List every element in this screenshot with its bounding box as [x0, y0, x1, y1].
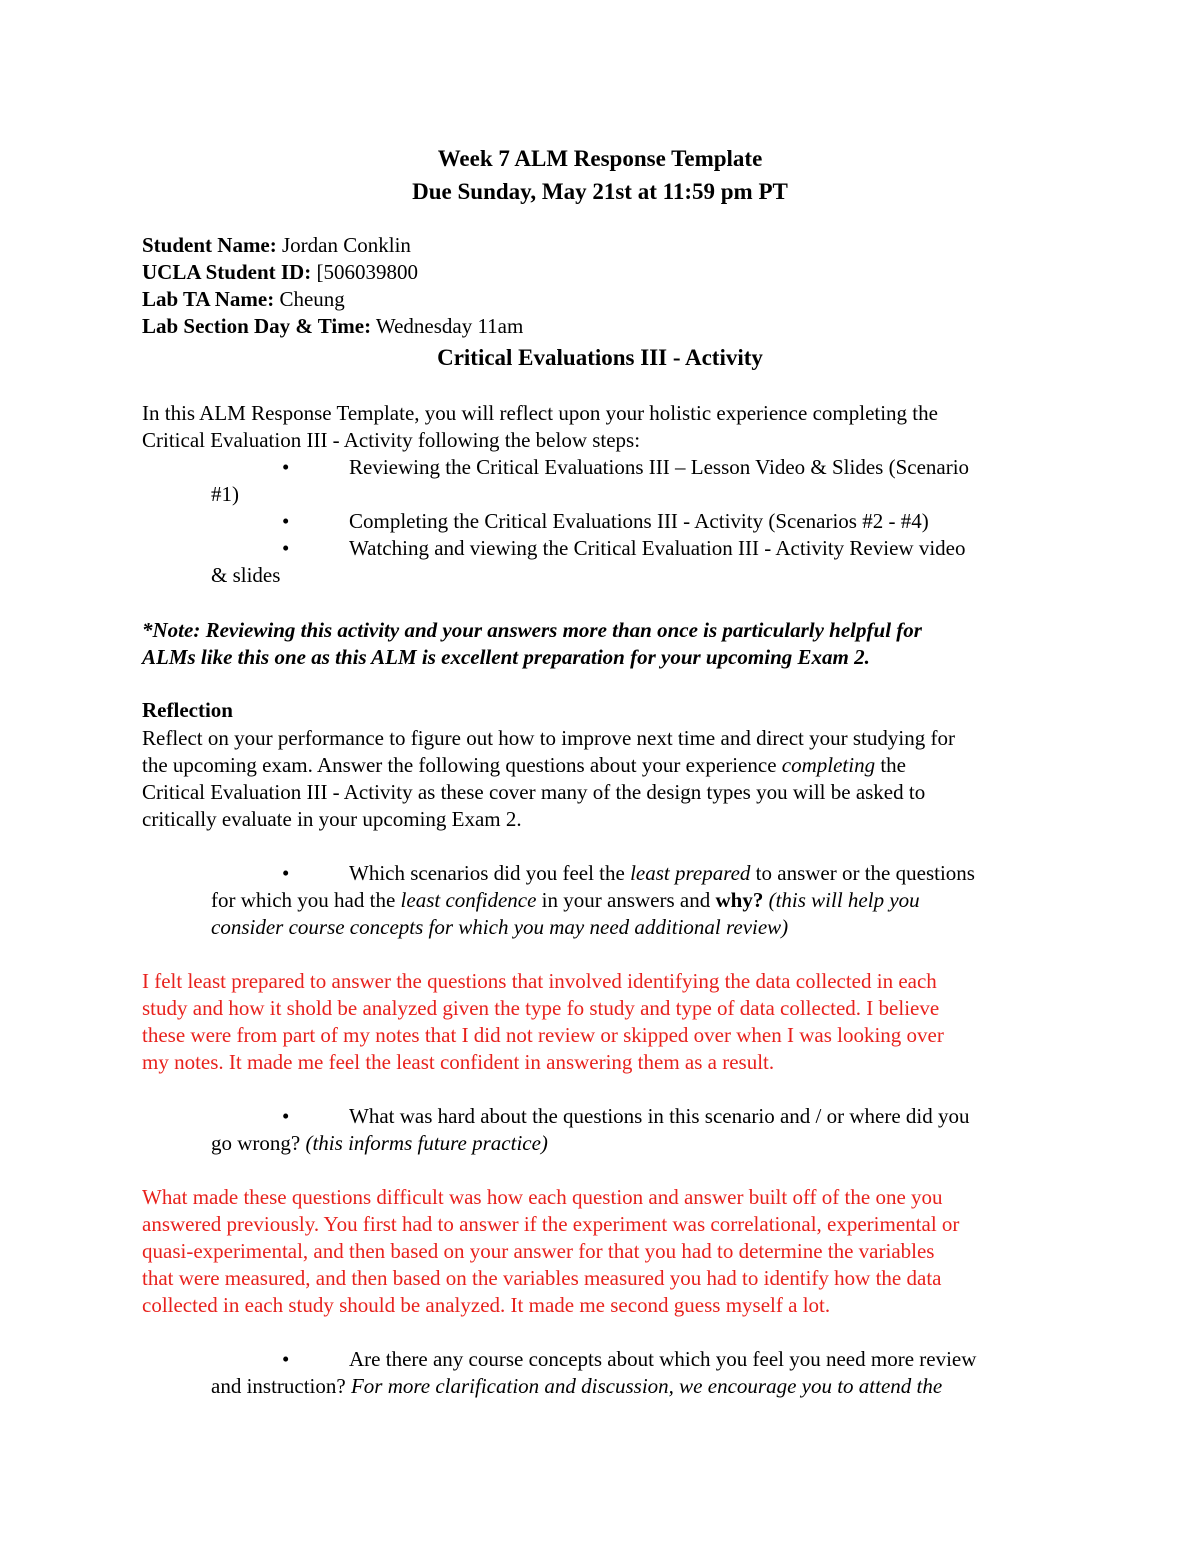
- question-hint: For more clarification and discussion, we encourage you to attend the: [350, 1374, 943, 1398]
- document-title: Week 7 ALM Response Template: [437, 146, 763, 171]
- question-text: to answer or the questions: [750, 861, 975, 885]
- intro-line-1: In this ALM Response Template, you will reflect upon your holistic experience completing the: [142, 401, 938, 425]
- answer-1-line-3: these were from part of my notes that I did not review or skipped over when I was looking over: [142, 1023, 944, 1047]
- question-bold: why?: [715, 888, 764, 912]
- bullet: •: [282, 1104, 290, 1128]
- question-3-line-1: Are there any course concepts about which you feel you need more review: [349, 1347, 977, 1371]
- question-text: go wrong?: [211, 1131, 306, 1155]
- step-1-line-2: #1): [211, 482, 239, 506]
- question-text: and instruction?: [211, 1374, 351, 1398]
- reflection-emphasis: completing: [781, 753, 876, 777]
- student-id-label: UCLA Student ID:: [142, 260, 312, 284]
- reflection-heading: Reflection: [142, 698, 233, 722]
- question-emphasis: least confidence: [400, 888, 537, 912]
- note-line-1: *Note: Reviewing this activity and your answers more than once is particularly helpful for: [142, 618, 922, 642]
- step-3-line-2: & slides: [211, 563, 281, 587]
- question-1-line-3: consider course concepts for which you may need additional review): [211, 915, 789, 939]
- student-id-value: [506039800: [311, 260, 418, 284]
- section-title: Critical Evaluations III - Activity: [437, 345, 763, 370]
- reflection-text: the: [875, 753, 906, 777]
- step-1-line-1: Reviewing the Critical Evaluations III – Lesson Video & Slides (Scenario: [349, 455, 970, 479]
- answer-2-line-4: that were measured, and then based on the variables measured you had to identify how the data: [142, 1266, 942, 1290]
- question-1-line-2: [211, 887, 920, 914]
- student-name-row: [142, 232, 411, 259]
- answer-2-line-5: collected in each study should be analyzed. It made me second guess myself a lot.: [142, 1293, 831, 1317]
- answer-2-line-3: quasi-experimental, and then based on your answer for that you had to determine the variables: [142, 1239, 935, 1263]
- question-3-line-2: [211, 1373, 942, 1400]
- bullet: •: [282, 1347, 290, 1371]
- bullet: •: [282, 455, 290, 479]
- reflection-line-2: [142, 752, 906, 779]
- bullet: •: [282, 861, 290, 885]
- reflection-line-4: critically evaluate in your upcoming Exam 2.: [142, 807, 522, 831]
- lab-section-label: Lab Section Day & Time:: [142, 314, 372, 338]
- question-hint: (this informs future practice): [305, 1131, 548, 1155]
- lab-ta-value: Cheung: [274, 287, 345, 311]
- step-3-line-1: Watching and viewing the Critical Evaluation III - Activity Review video: [349, 536, 966, 560]
- question-hint: (this will help you: [763, 888, 920, 912]
- question-2-line-2: [211, 1130, 548, 1157]
- note-line-2: ALMs like this one as this ALM is excellent preparation for your upcoming Exam 2.: [142, 645, 870, 669]
- reflection-line-1: Reflect on your performance to figure out how to improve next time and direct your studying for: [142, 726, 955, 750]
- intro-line-2: Critical Evaluation III - Activity following the below steps:: [142, 428, 641, 452]
- reflection-text: the upcoming exam. Answer the following questions about your experience: [142, 753, 782, 777]
- question-text: for which you had the: [211, 888, 401, 912]
- lab-ta-label: Lab TA Name:: [142, 287, 275, 311]
- student-name-label: Student Name:: [142, 233, 277, 257]
- reflection-line-3: Critical Evaluation III - Activity as these cover many of the design types you will be asked to: [142, 780, 926, 804]
- question-emphasis: least prepared: [630, 861, 751, 885]
- answer-1-line-2: study and how it shold be analyzed given the type fo study and type of data collected. I believe: [142, 996, 940, 1020]
- question-text: Which scenarios did you feel the: [349, 861, 631, 885]
- question-text: in your answers and: [536, 888, 716, 912]
- lab-section-row: [142, 313, 523, 340]
- answer-2-line-1: What made these questions difficult was how each question and answer built off of the one you: [142, 1185, 943, 1209]
- answer-2-line-2: answered previously. You first had to answer if the experiment was correlational, experimental or: [142, 1212, 960, 1236]
- student-id-row: [142, 259, 418, 286]
- bullet: •: [282, 536, 290, 560]
- step-2: Completing the Critical Evaluations III - Activity (Scenarios #2 - #4): [349, 509, 929, 533]
- bullet: •: [282, 509, 290, 533]
- question-1-line-1: [349, 860, 975, 887]
- answer-1-line-4: my notes. It made me feel the least confident in answering them as a result.: [142, 1050, 775, 1074]
- lab-ta-row: [142, 286, 345, 313]
- lab-section-value: Wednesday 11am: [371, 314, 524, 338]
- due-date: Due Sunday, May 21st at 11:59 pm PT: [412, 179, 788, 204]
- answer-1-line-1: I felt least prepared to answer the questions that involved identifying the data collected in each: [142, 969, 937, 993]
- question-2-line-1: What was hard about the questions in this scenario and / or where did you: [349, 1104, 970, 1128]
- student-name-value: Jordan Conklin: [276, 233, 411, 257]
